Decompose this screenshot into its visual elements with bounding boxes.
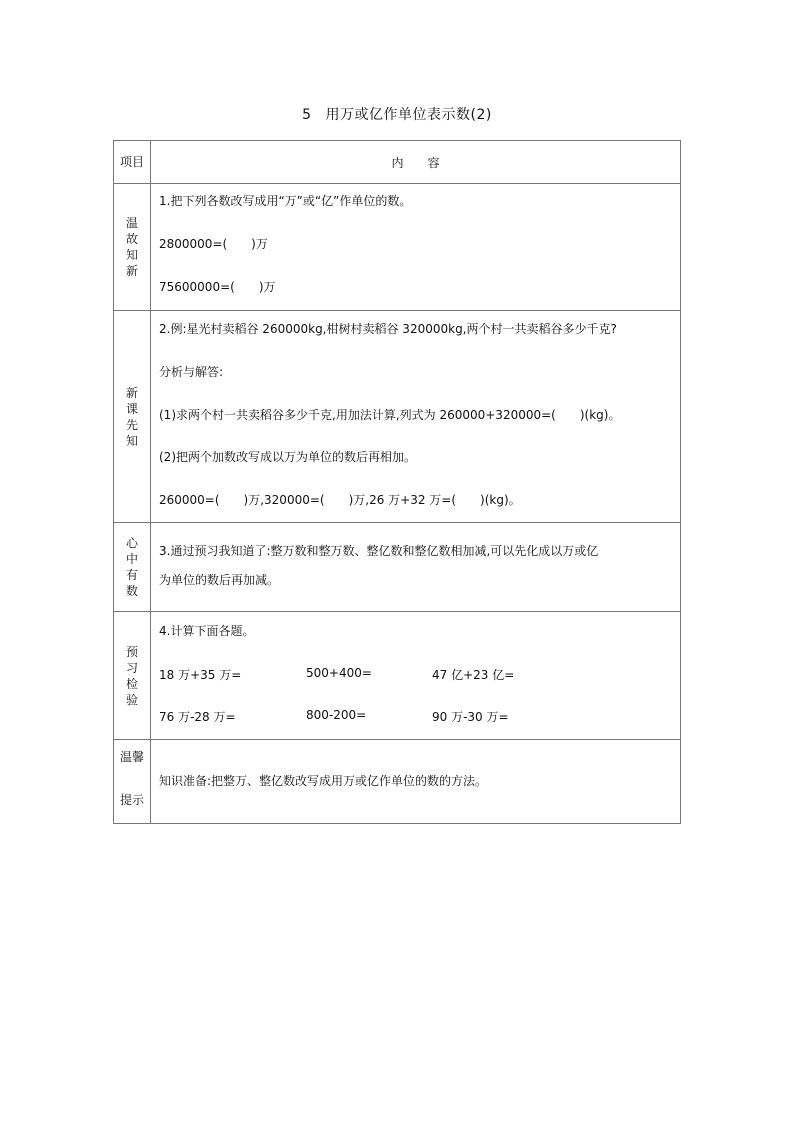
content-check xyxy=(151,612,681,740)
label-review: 温 故 知 新 xyxy=(114,184,151,311)
question-1a: 2800000=( )万 xyxy=(159,237,268,251)
content-summary xyxy=(151,523,681,612)
header-row xyxy=(114,141,681,184)
row-review xyxy=(114,184,681,311)
tip-text: 知识准备:把整万、整亿数改写成用万或亿作单位的数的方法。 xyxy=(159,774,488,788)
question-1: 1.把下列各数改写成用“万”或“亿”作单位的数。 xyxy=(159,194,412,208)
analysis-part-3: 260000=( )万,320000=( )万,26 万+32 万=( )(kg)。 xyxy=(159,493,521,507)
row-tip xyxy=(114,740,681,824)
analysis-part-1: (1)求两个村一共卖稻谷多少千克,用加法计算,列式为 260000+320000=( )(kg)。 xyxy=(159,408,621,422)
title-number: 5 xyxy=(302,107,312,123)
question-1b: 75600000=( )万 xyxy=(159,280,276,294)
content-review xyxy=(151,184,681,311)
analysis-part-2: (2)把两个加数改写成以万为单位的数后再相加。 xyxy=(159,450,416,464)
exercise-2: 500+400= xyxy=(306,666,372,680)
exercise-1: 18 万+35 万= xyxy=(159,668,242,682)
label-check: 预 习 检 验 xyxy=(114,612,151,740)
exercise-3: 47 亿+23 亿= xyxy=(432,668,515,682)
label-newlesson: 新 课 先 知 xyxy=(114,311,151,523)
summary-line-1: 3.通过预习我知道了:整万数和整万数、整亿数和整亿数相加减,可以先化成以万或亿 xyxy=(159,544,599,558)
question-2: 2.例:星光村卖稻谷 260000kg,柑树村卖稻谷 320000kg,两个村一共卖稻谷多少千克? xyxy=(159,322,617,336)
exercise-6: 90 万-30 万= xyxy=(432,710,509,724)
analysis-label: 分析与解答: xyxy=(159,365,224,379)
worksheet-table xyxy=(113,140,681,824)
header-content: 内 容 xyxy=(151,141,681,184)
label-tip xyxy=(114,740,151,824)
label-summary: 心 中 有 数 xyxy=(114,523,151,612)
header-item: 项目 xyxy=(114,141,151,184)
row-newlesson xyxy=(114,311,681,523)
content-tip xyxy=(151,740,681,824)
title-text: 用万或亿作单位表示数(2) xyxy=(325,107,492,123)
exercise-4: 76 万-28 万= xyxy=(159,710,236,724)
content-newlesson xyxy=(151,311,681,523)
tip-label-bottom: 提示 xyxy=(119,793,144,807)
exercise-row-2 xyxy=(159,708,509,725)
question-4: 4.计算下面各题。 xyxy=(159,624,255,638)
exercise-row-1 xyxy=(159,666,514,683)
row-summary xyxy=(114,523,681,612)
exercise-5: 800-200= xyxy=(306,708,367,722)
summary-line-2: 为单位的数后再加减。 xyxy=(159,573,280,587)
page-title xyxy=(0,104,794,124)
row-check xyxy=(114,612,681,740)
tip-label-top: 温馨 xyxy=(119,750,144,764)
